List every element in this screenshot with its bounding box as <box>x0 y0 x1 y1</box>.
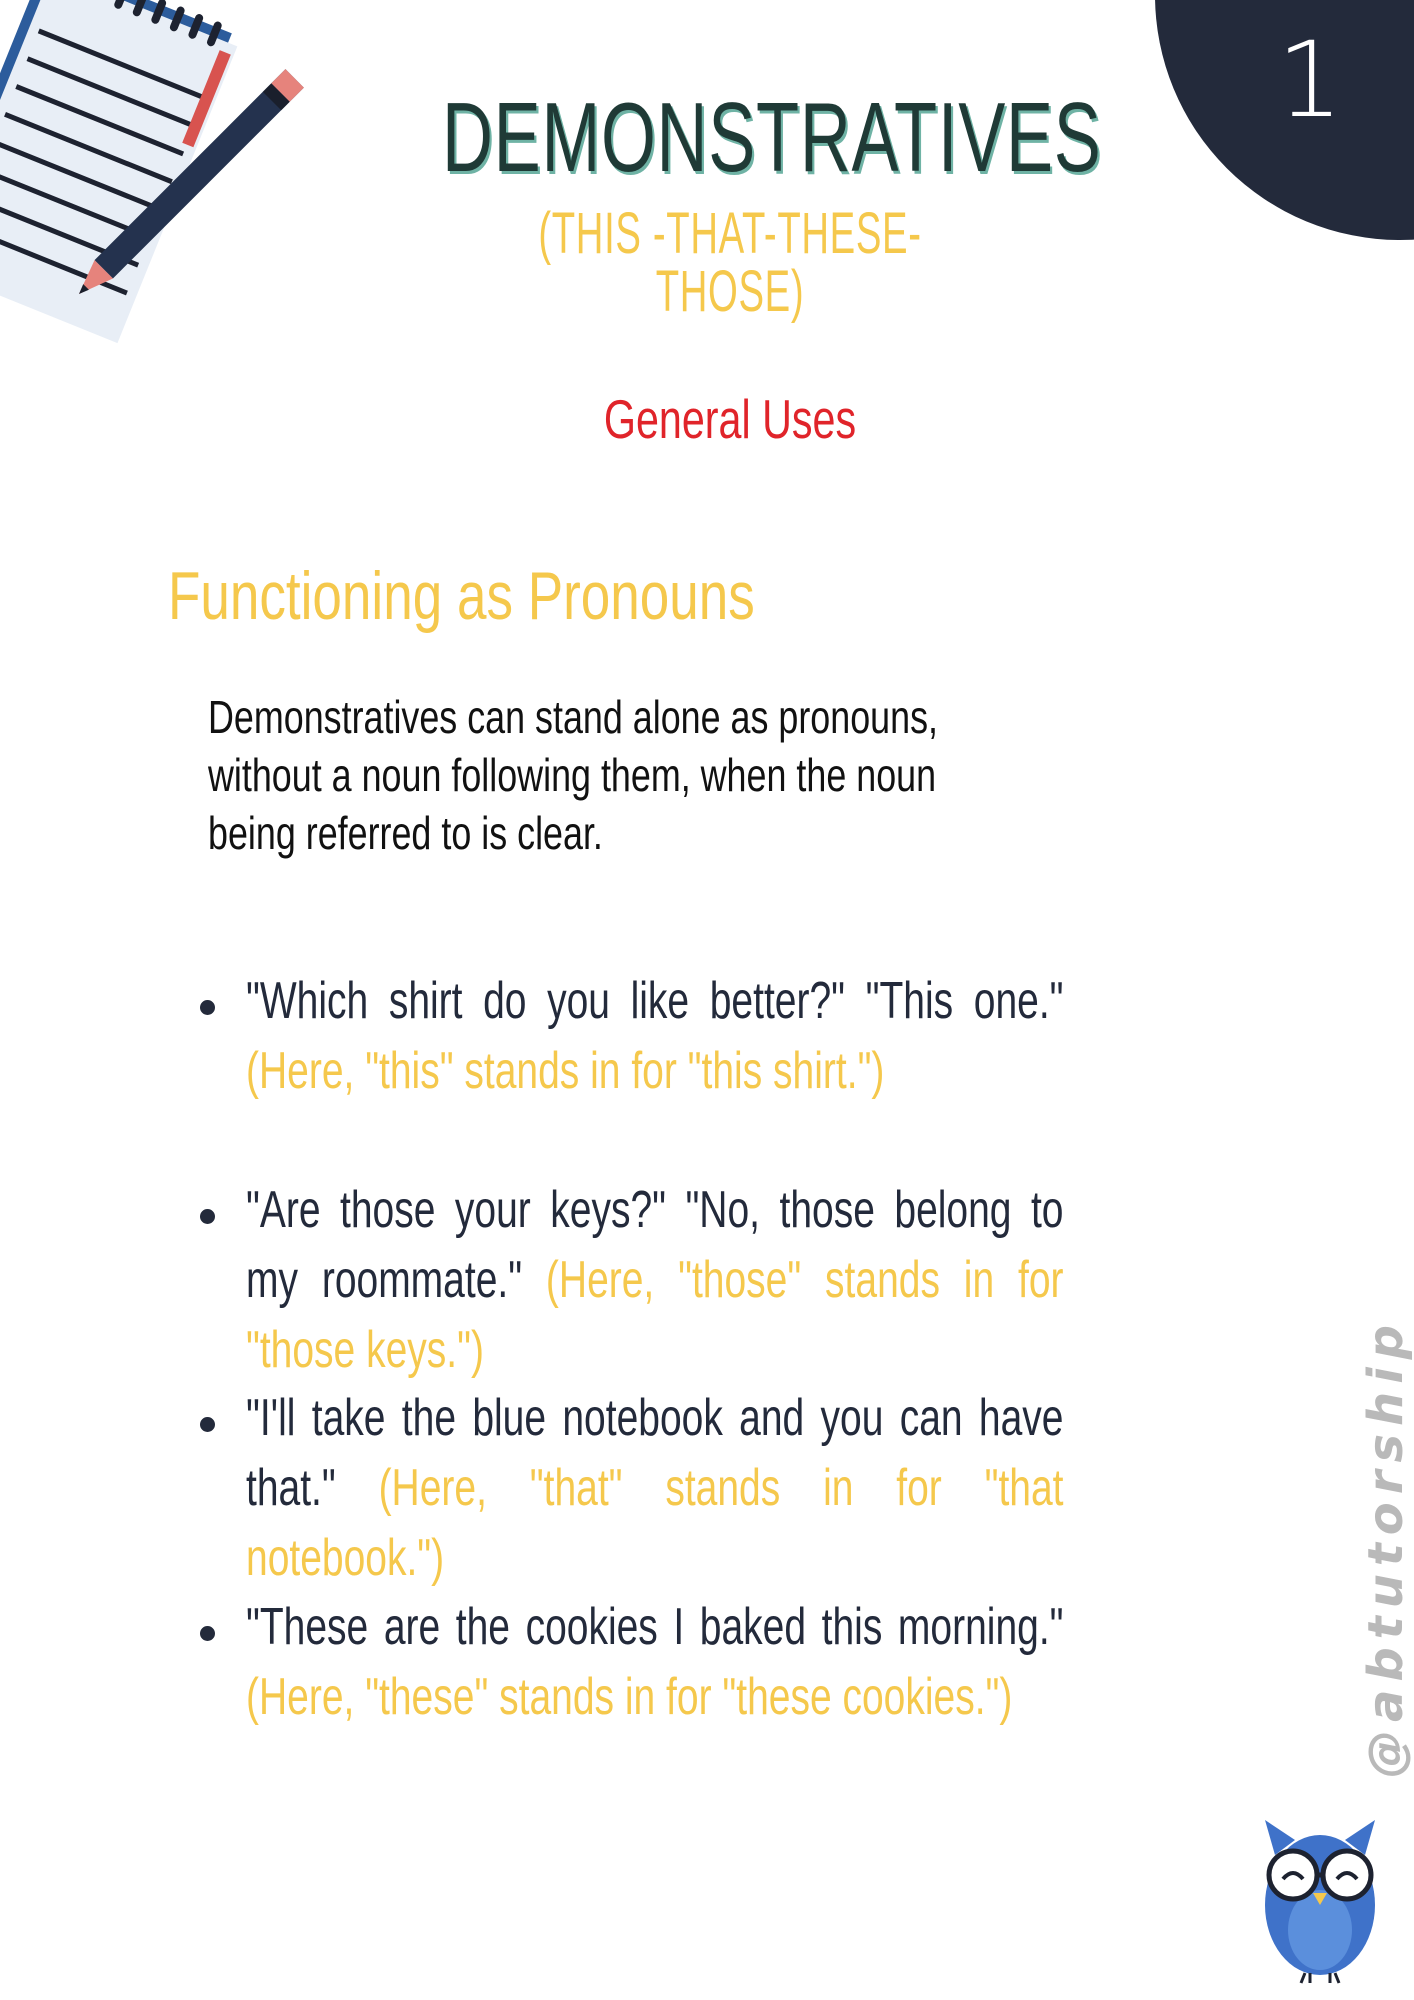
page-subtitle: (THIS -THAT-THESE-THOSE) <box>538 201 922 324</box>
bullet-icon <box>200 1626 215 1641</box>
intro-paragraph: Demonstratives can stand alone as pronouns, without a noun following them, when the noun being referred to is clear. <box>208 691 938 859</box>
example-note: (Here, "these" stands in for "these cookies.") <box>246 1668 1013 1726</box>
example-sentence: "I'll take the blue notebook and you can have that." <box>246 1389 1064 1517</box>
list-item <box>246 1383 1064 1593</box>
owl-mascot-icon <box>1255 1805 1385 1985</box>
example-sentence: "Which shirt do you like better?" "This one." <box>246 972 1064 1030</box>
bullet-icon <box>200 1209 215 1224</box>
example-note: (Here, "this" stands in for "this shirt.") <box>246 1042 885 1100</box>
section-heading: Functioning as Pronouns <box>168 558 755 634</box>
page-number: 1 <box>1276 19 1344 141</box>
bullet-icon <box>200 1417 215 1432</box>
list-item <box>246 1175 1064 1385</box>
example-note: (Here, "those" stands in for "those keys.") <box>246 1251 1064 1379</box>
notebook-pencil-illustration <box>0 0 360 420</box>
watermark-text: @abtutorship <box>1358 1316 1414 1778</box>
example-sentence: "These are the cookies I baked this morning." <box>246 1598 1064 1656</box>
section-label: General Uses <box>603 388 857 450</box>
list-item <box>246 1592 1064 1732</box>
example-note: (Here, "that" stands in for "that notebook.") <box>246 1459 1064 1587</box>
example-sentence: "Are those your keys?" "No, those belong to my roommate." <box>246 1181 1064 1309</box>
page-title: DEMONSTRATIVES <box>442 82 1102 192</box>
list-item <box>246 966 1064 1106</box>
bullet-icon <box>200 1000 215 1015</box>
